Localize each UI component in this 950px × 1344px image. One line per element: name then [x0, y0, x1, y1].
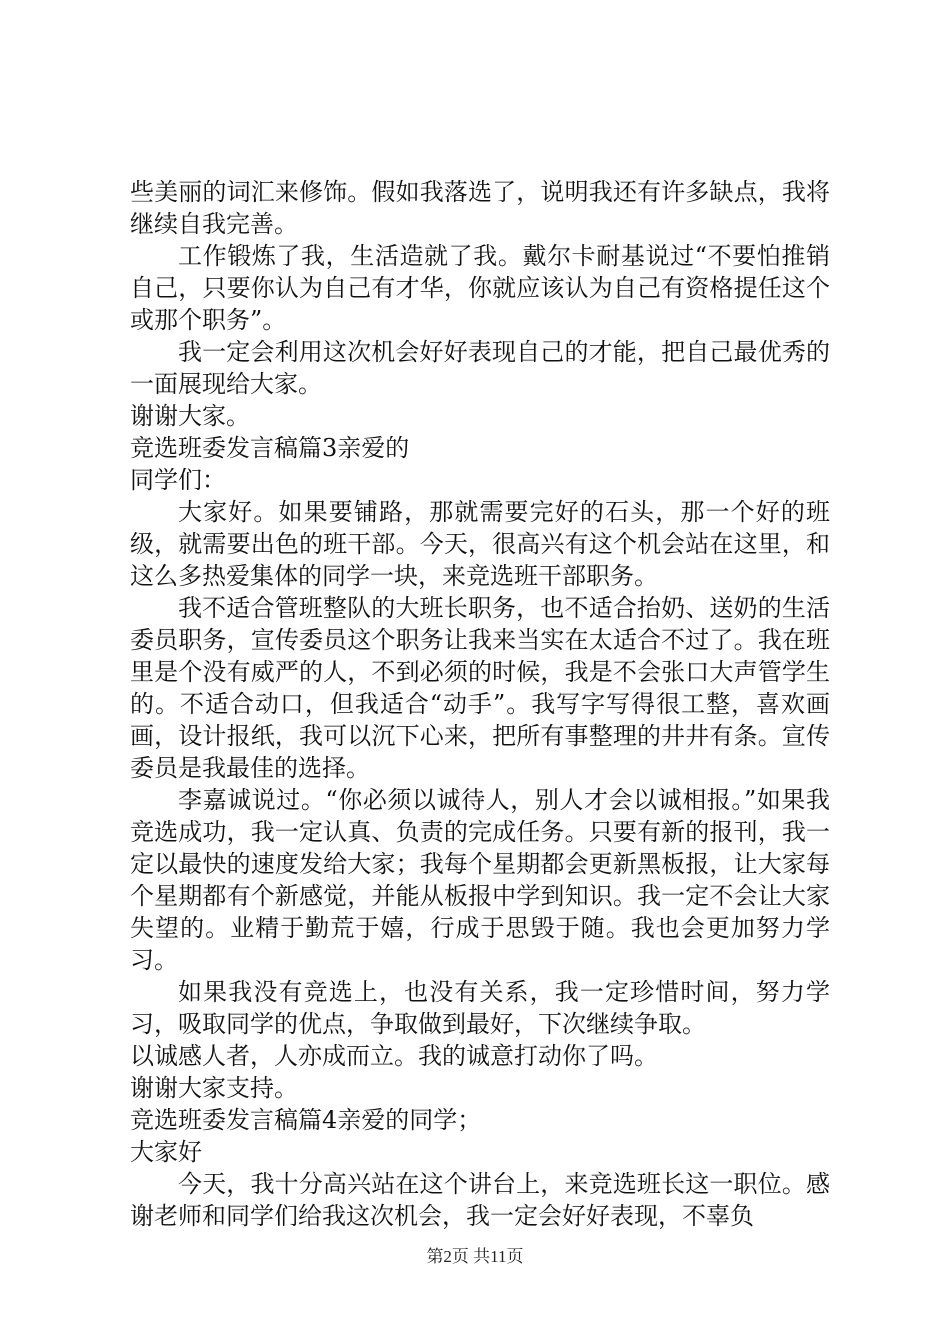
paragraph: 些美丽的词汇来修饰。假如我落选了，说明我还有许多缺点，我将继续自我完善。	[130, 178, 830, 238]
paragraph: 工作锻炼了我，生活造就了我。戴尔卡耐基说过“不要怕推销自己，只要你认为自己有才华，你就应该认为自己有资格提任这个或那个职务”。	[130, 242, 830, 334]
paragraph: 我一定会利用这次机会好好表现自己的才能，把自己最优秀的一面展现给大家。	[130, 338, 830, 398]
salutation: 大家好	[130, 1138, 202, 1166]
salutation: 同学们：	[130, 466, 226, 494]
section-heading: 竞选班委发言稿篇4亲爱的同学；	[130, 1106, 482, 1134]
paragraph: 大家好。如果要铺路，那就需要完好的石头，那一个好的班级，就需要出色的班干部。今天，很高兴有这个机会站在这里，和这么多热爱集体的同学一块，来竞选班干部职务。	[130, 498, 830, 590]
section-heading: 竞选班委发言稿篇3亲爱的	[130, 434, 410, 462]
paragraph: 以诚感人者，人亦成而立。我的诚意打动你了吗。	[130, 1042, 658, 1070]
paragraph: 谢谢大家。	[130, 402, 250, 430]
paragraph: 我不适合管班整队的大班长职务，也不适合抬奶、送奶的生活委员职务，宣传委员这个职务让我来当实在太适合不过了。我在班里是个没有威严的人，不到必须的时候，我是不会张口大声管学生的。不适合动口，但我适合“动手”。我写字写得很工整，喜欢画画，设计报纸，我可以沉下心来，把所有事整理的井井有条。宣传委员是我最佳的选择。	[130, 594, 830, 782]
page-footer: 第2页 共11页	[426, 1247, 524, 1266]
paragraph: 谢谢大家支持。	[130, 1074, 298, 1102]
paragraph: 今天，我十分高兴站在这个讲台上，来竞选班长这一职位。感谢老师和同学们给我这次机会，我一定会好好表现，不辜负	[130, 1170, 830, 1230]
paragraph: 李嘉诚说过。“你必须以诚待人，别人才会以诚相报。”如果我竞选成功，我一定认真、负责的完成任务。只要有新的报刊，我一定以最快的速度发给大家；我每个星期都会更新黑板报，让大家每个星期都有个新感觉，并能从板报中学到知识。我一定不会让大家失望的。业精于勤荒于嬉，行成于思毁于随。我也会更加努力学习。	[130, 786, 830, 974]
paragraph: 如果我没有竞选上，也没有关系，我一定珍惜时间，努力学习，吸取同学的优点，争取做到最好，下次继续争取。	[130, 978, 830, 1038]
document-body	[130, 176, 830, 1232]
